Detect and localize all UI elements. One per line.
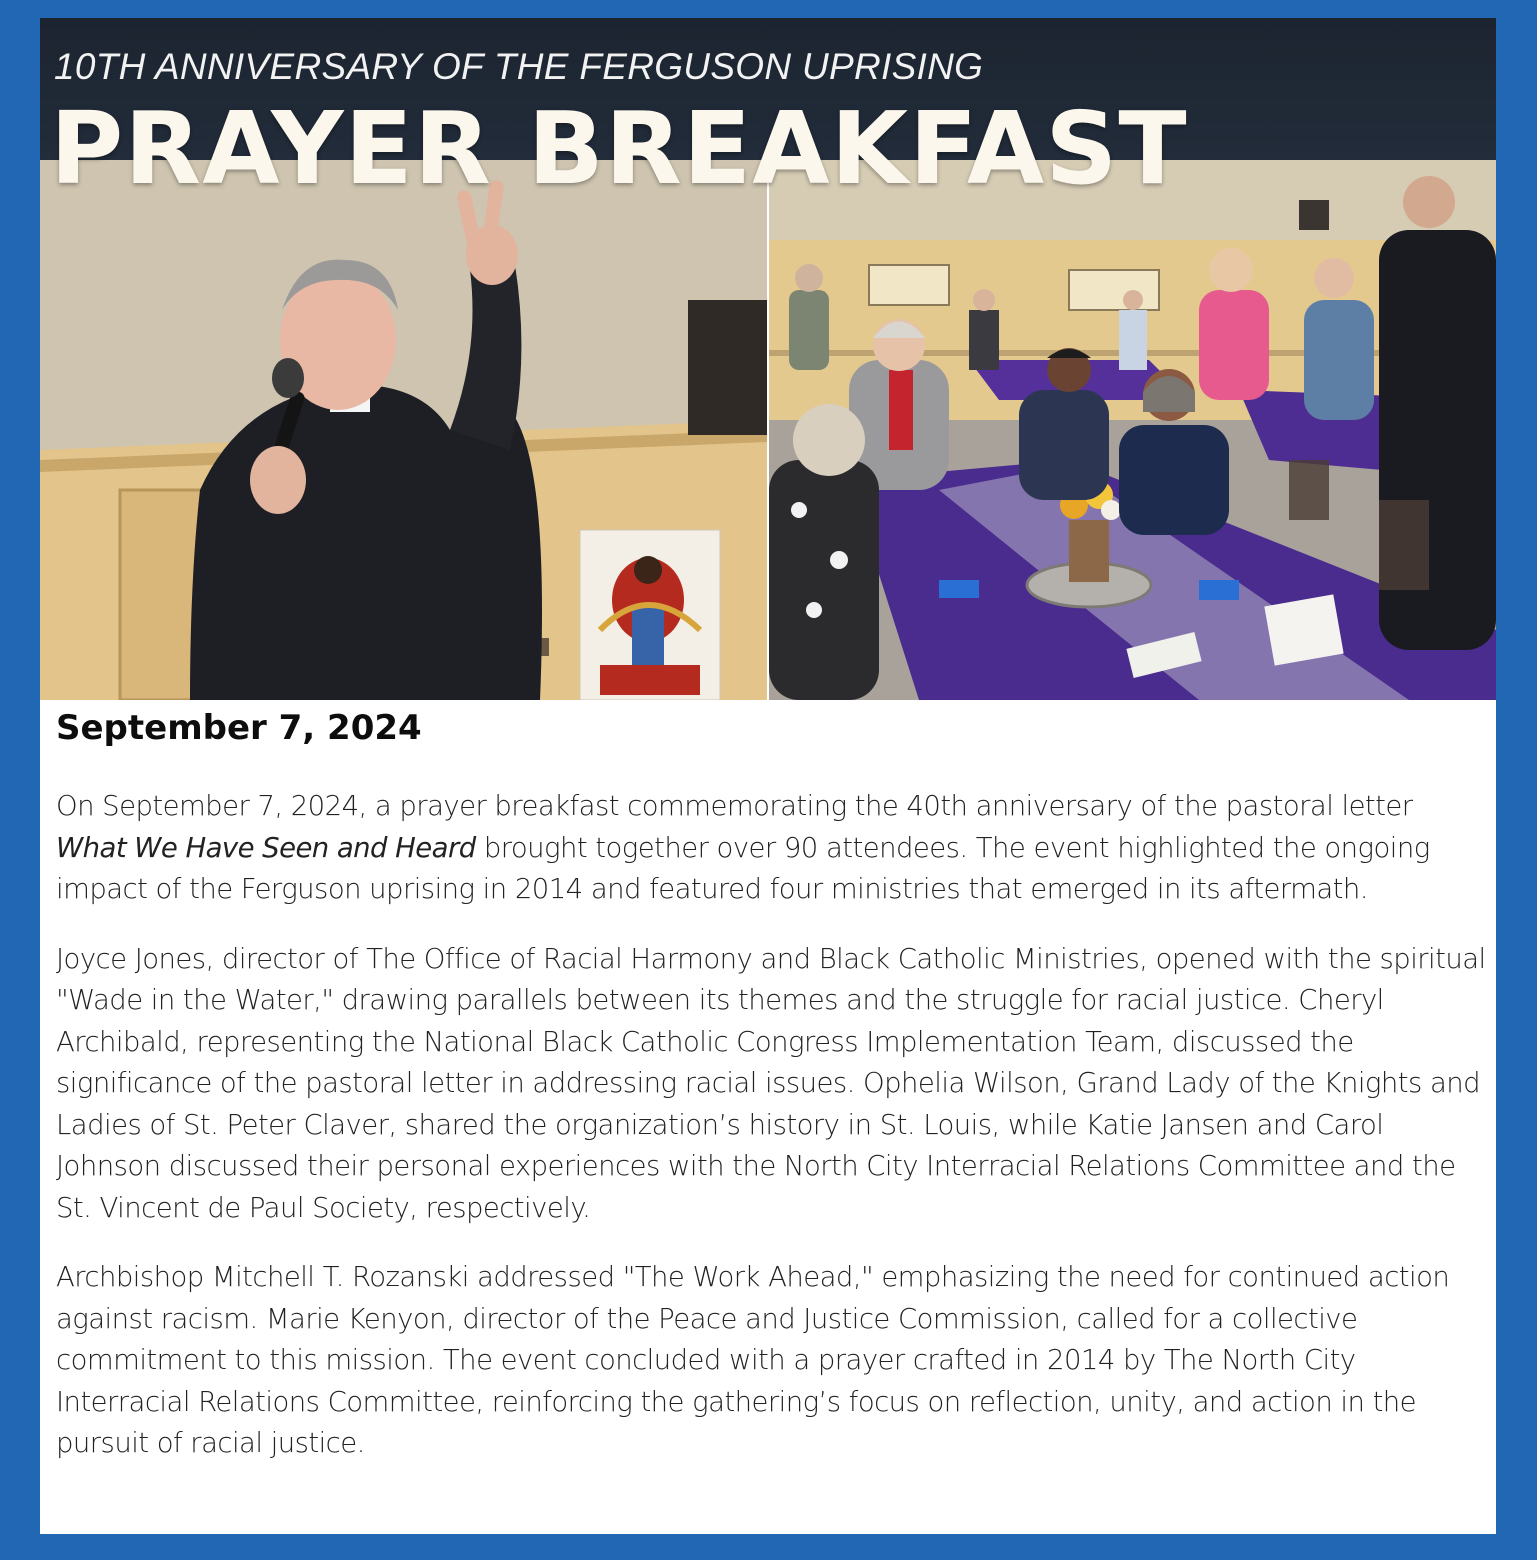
paragraph-3: Archbishop Mitchell T. Rozanski addressed "The Work Ahead," emphasizing the need for continued action against racism. Marie Kenyon, director of the Peace and Justice Commission, called for a collective commitment to this mission. The event concluded with a prayer crafted in 2014 by The North City Interracial Relations Committee, reinforcing the gathering’s focus on reflection, unity, and action in the pursuit of racial justice.	[56, 1261, 1450, 1459]
attendees-photo	[769, 160, 1496, 700]
paragraph-1-rest: brought together over 90 attendees. The event highlighted the ongoing impact of the Ferguson uprising in 2014 and featured four ministries that emerged in its aftermath.	[56, 831, 1430, 905]
paragraph-1	[56, 786, 1486, 911]
photo-strip	[40, 160, 1496, 700]
archbishop-photo	[40, 160, 767, 700]
flyer-frame	[40, 18, 1496, 1534]
event-title: PRAYER BREAKFAST	[50, 90, 1188, 207]
event-date: September 7, 2024	[56, 708, 422, 748]
paragraph-1-intro: On September 7, 2024, a prayer breakfast commemorating the 40th anniversary of the pastoral letter	[56, 790, 1413, 822]
event-kicker: 10TH ANNIVERSARY OF THE FERGUSON UPRISING	[54, 46, 984, 87]
pastoral-letter-title: What We Have Seen and Heard	[56, 831, 476, 864]
paragraph-2: Joyce Jones, director of The Office of Racial Harmony and Black Catholic Ministries, opened with the spiritual "Wade in the Water," drawing parallels between its themes and the struggle for racial justice. Cheryl Archibald, representing the National Black Catholic Congress Implementation Team, discussed the significance of the pastoral letter in addressing racial issues. Ophelia Wilson, Grand Lady of the Knights and Ladies of St. Peter Claver, shared the organization’s history in St. Louis, while Katie Jansen and Carol Johnson discussed their personal experiences with the North City Interracial Relations Committee and the St. Vincent de Paul Society, respectively.	[56, 942, 1486, 1224]
article-body	[56, 786, 1486, 1493]
